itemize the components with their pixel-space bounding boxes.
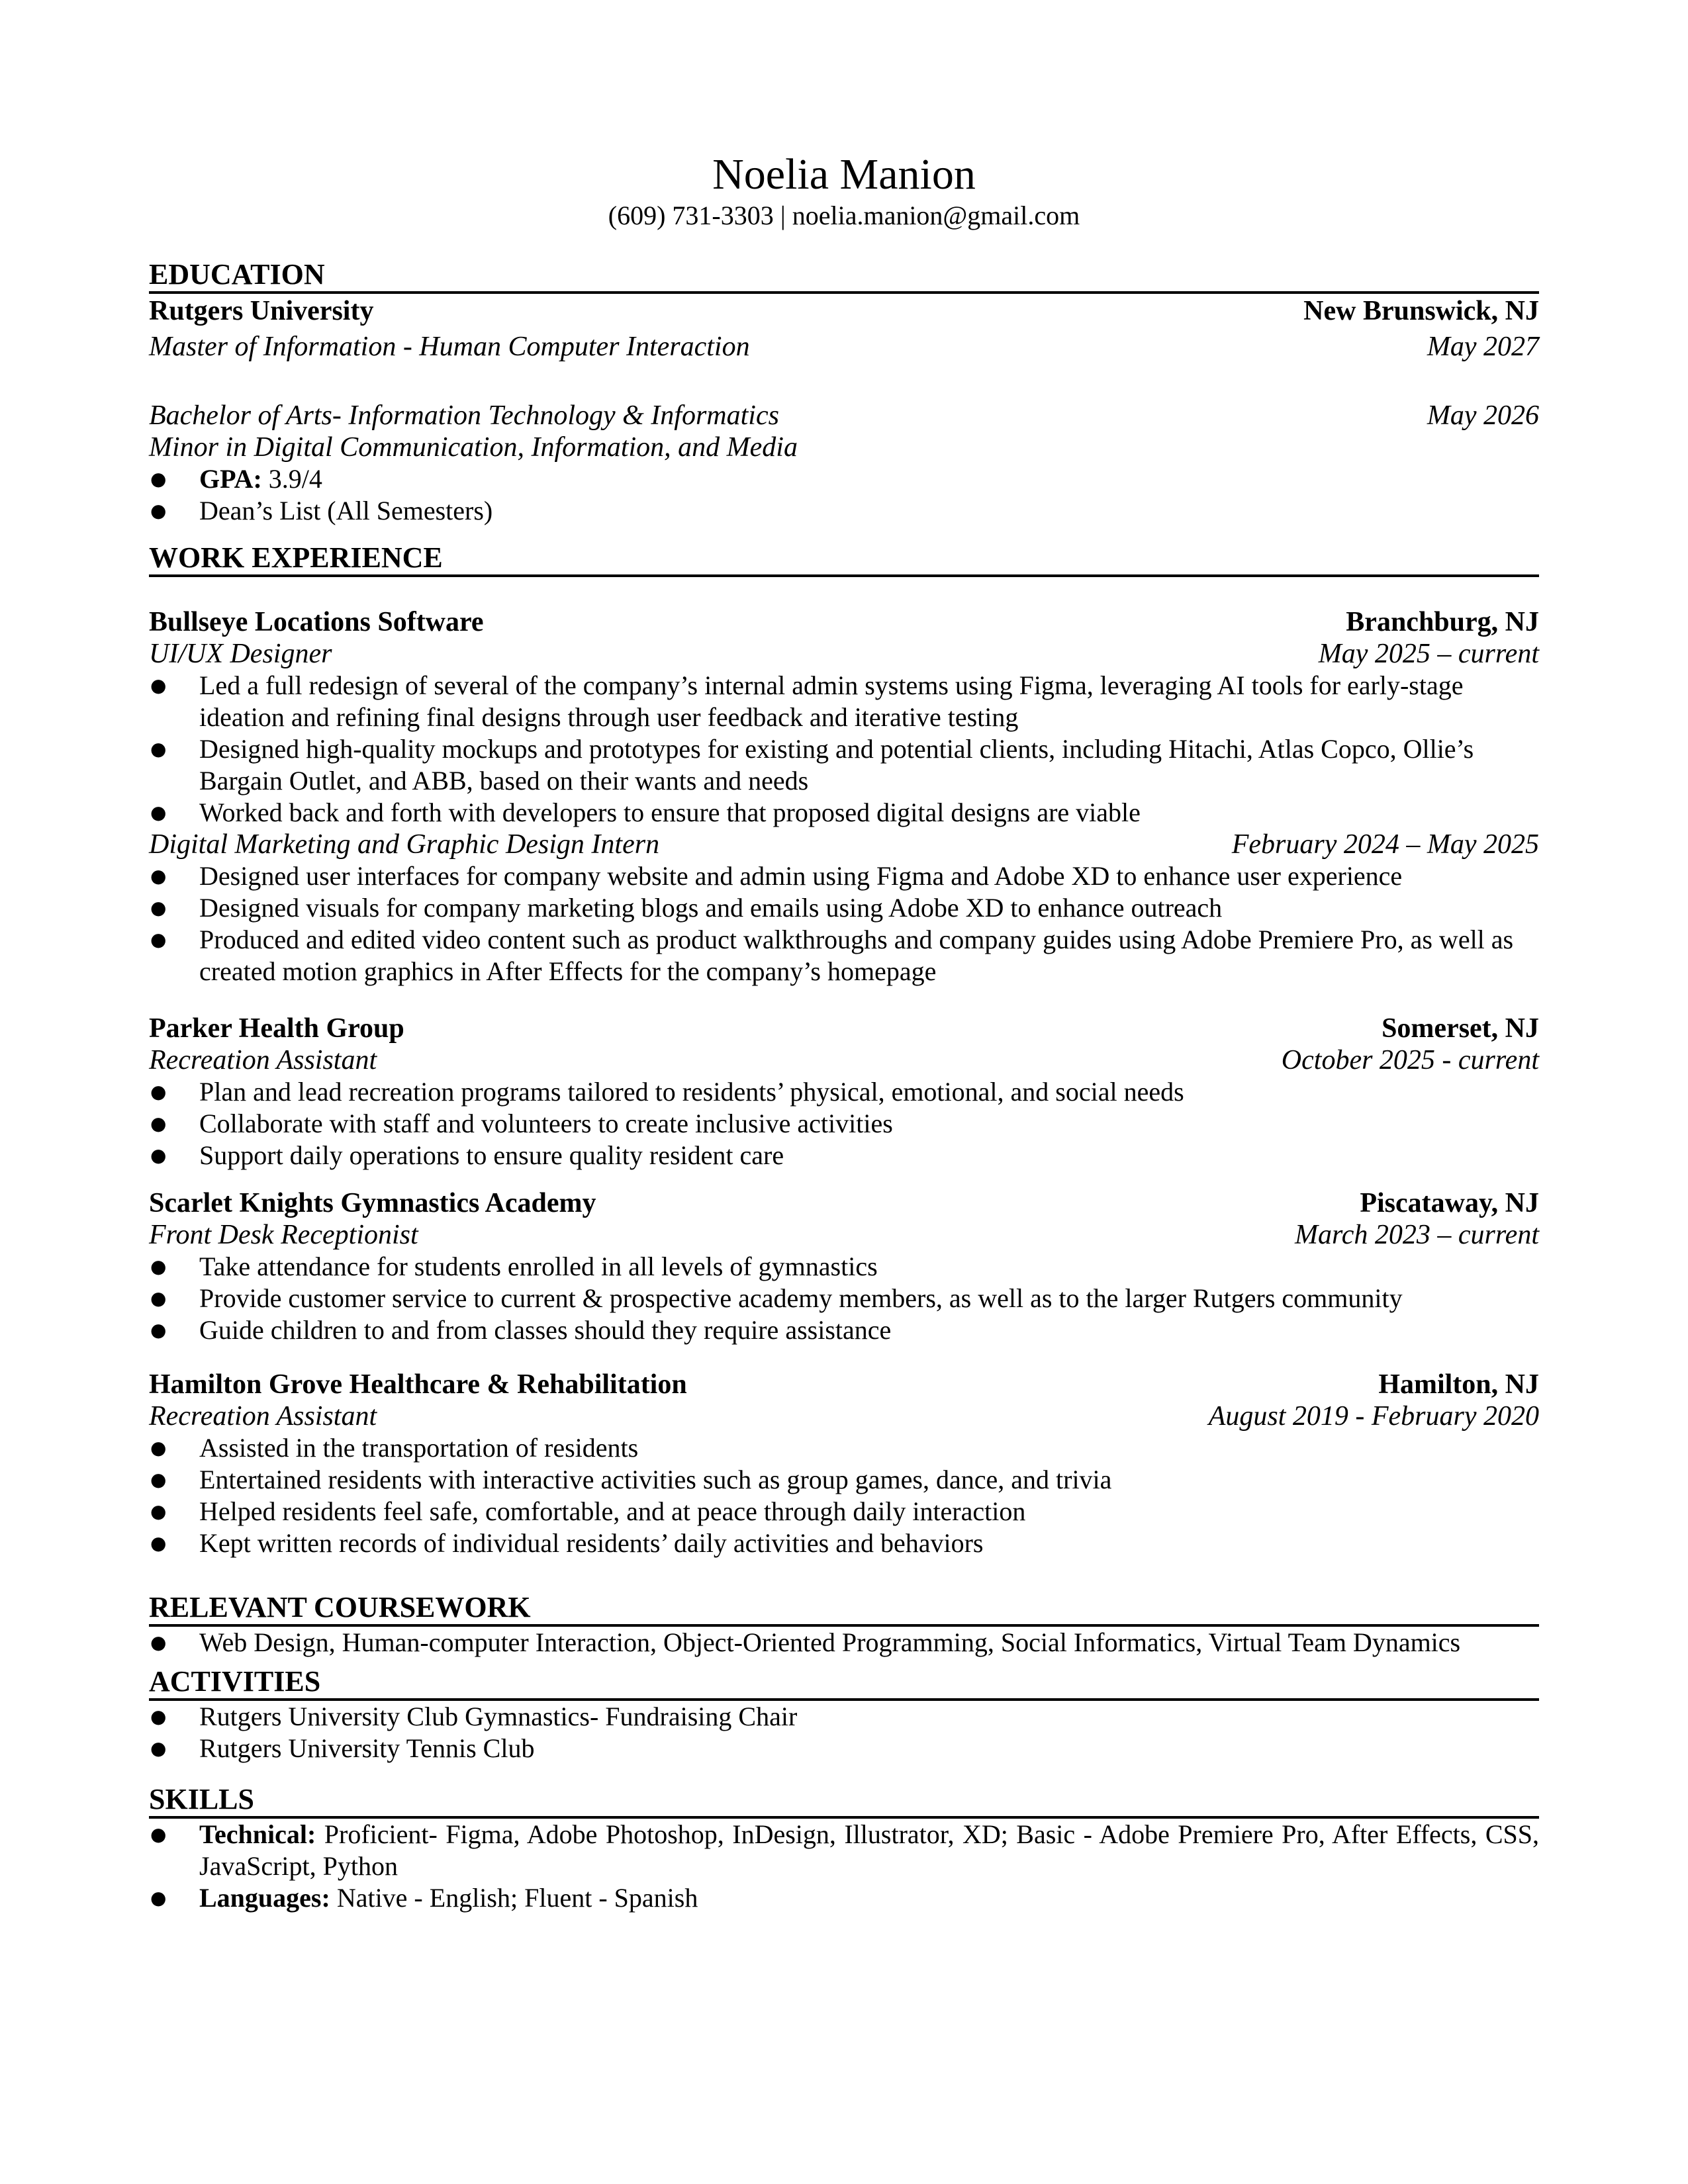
list-item: ● Guide children to and from classes should they require assistance	[149, 1314, 1539, 1346]
company-location: Piscataway, NJ	[1360, 1188, 1539, 1218]
degree-row	[149, 331, 1539, 363]
company-name: Bullseye Locations Software	[149, 607, 484, 637]
resume-name: Noelia Manion	[712, 150, 976, 199]
job-header-row	[149, 1013, 1539, 1044]
degree-date: May 2026	[1427, 400, 1539, 431]
list-item: ● Entertained residents with interactive activities such as group games, dance, and trivia	[149, 1464, 1539, 1496]
role-row	[149, 1400, 1539, 1432]
gpa-value: 3.9/4	[261, 464, 322, 494]
list-item: ● Produced and edited video content such as product walkthroughs and company guides using Adobe Premiere Pro, as well as created motion graphics in After Effects for the company’s homepage	[149, 924, 1539, 987]
role-title: UI/UX Designer	[149, 639, 332, 669]
list-item: ● Collaborate with staff and volunteers to create inclusive activities	[149, 1108, 1539, 1140]
role-row	[149, 829, 1539, 860]
role-bullets	[149, 1251, 1539, 1346]
role-title: Front Desk Receptionist	[149, 1220, 418, 1250]
degree-title: Master of Information - Human Computer Interaction	[149, 332, 750, 362]
gpa-label: GPA:	[199, 464, 262, 494]
job-header-row	[149, 606, 1539, 638]
coursework-heading: RELEVANT COURSEWORK	[149, 1591, 1539, 1627]
education-school-row	[149, 295, 1539, 327]
list-item: ● Provide customer service to current & prospective academy members, as well as to the larger Rutgers community	[149, 1283, 1539, 1314]
job-header-row	[149, 1369, 1539, 1400]
school-location: New Brunswick, NJ	[1303, 296, 1539, 326]
activities-bullets	[149, 1701, 1539, 1764]
work-heading: WORK EXPERIENCE	[149, 541, 1539, 577]
education-bullets	[149, 463, 1539, 527]
list-item: ● Dean’s List (All Semesters)	[149, 495, 1539, 527]
role-title: Recreation Assistant	[149, 1045, 377, 1075]
technical-label: Technical:	[199, 1819, 316, 1849]
role-title: Recreation Assistant	[149, 1401, 377, 1432]
role-date: March 2023 – current	[1295, 1220, 1539, 1250]
skills-bullets	[149, 1819, 1539, 1914]
degree-title: Bachelor of Arts- Information Technology & Informatics	[149, 400, 779, 431]
degree-date: May 2027	[1427, 332, 1539, 362]
company-name: Parker Health Group	[149, 1013, 404, 1044]
role-bullets	[149, 1432, 1539, 1559]
list-item: ● Assisted in the transportation of residents	[149, 1432, 1539, 1464]
coursework-bullets	[149, 1627, 1539, 1659]
list-item: ● Plan and lead recreation programs tailored to residents’ physical, emotional, and social needs	[149, 1076, 1539, 1108]
skills-heading: SKILLS	[149, 1783, 1539, 1819]
role-date: February 2024 – May 2025	[1231, 829, 1539, 860]
role-bullets	[149, 860, 1539, 987]
list-item: ● Helped residents feel safe, comfortable, and at peace through daily interaction	[149, 1496, 1539, 1527]
list-item: ● Designed high-quality mockups and prototypes for existing and potential clients, including Hitachi, Atlas Copco, Ollie’s Bargain Outlet, and ABB, based on their wants and needs	[149, 733, 1539, 797]
role-title: Digital Marketing and Graphic Design Intern	[149, 829, 660, 860]
technical-value: Proficient- Figma, Adobe Photoshop, InDesign, Illustrator, XD; Basic - Adobe Premiere Pro, After Effects, CSS, JavaScript, Python	[199, 1819, 1539, 1881]
list-item: ● Support daily operations to ensure quality resident care	[149, 1140, 1539, 1171]
role-row	[149, 1044, 1539, 1076]
job-header-row	[149, 1187, 1539, 1219]
role-date: October 2025 - current	[1281, 1045, 1539, 1075]
contact-line: (609) 731-3303 | noelia.manion@gmail.com	[608, 201, 1080, 230]
list-item: ● Rutgers University Tennis Club	[149, 1733, 1539, 1764]
list-item	[149, 1882, 1539, 1914]
company-location: Somerset, NJ	[1382, 1013, 1539, 1044]
languages-label: Languages:	[199, 1883, 330, 1913]
degree-row	[149, 400, 1539, 432]
school-name: Rutgers University	[149, 296, 374, 326]
list-item: ● Designed visuals for company marketing blogs and emails using Adobe XD to enhance outreach	[149, 892, 1539, 924]
list-item: ● Led a full redesign of several of the company’s internal admin systems using Figma, leveraging AI tools for early-stage ideation and refining final designs through user feedback and iterative testing	[149, 670, 1539, 733]
company-name: Hamilton Grove Healthcare & Rehabilitation	[149, 1369, 687, 1400]
role-bullets	[149, 1076, 1539, 1171]
list-item	[149, 1819, 1539, 1882]
activities-heading: ACTIVITIES	[149, 1665, 1539, 1701]
education-heading: EDUCATION	[149, 258, 1539, 294]
list-item: ● Designed user interfaces for company website and admin using Figma and Adobe XD to enhance user experience	[149, 860, 1539, 892]
list-item	[149, 463, 1539, 495]
list-item: ● Take attendance for students enrolled in all levels of gymnastics	[149, 1251, 1539, 1283]
role-date: May 2025 – current	[1318, 639, 1539, 669]
languages-value: Native - English; Fluent - Spanish	[330, 1883, 698, 1913]
minor-line: Minor in Digital Communication, Information, and Media	[149, 432, 798, 463]
role-bullets	[149, 670, 1539, 829]
role-row	[149, 638, 1539, 670]
list-item: ● Kept written records of individual residents’ daily activities and behaviors	[149, 1527, 1539, 1559]
list-item: ● Rutgers University Club Gymnastics- Fundraising Chair	[149, 1701, 1539, 1733]
company-location: Hamilton, NJ	[1378, 1369, 1539, 1400]
list-item: ● Web Design, Human-computer Interaction, Object-Oriented Programming, Social Informatics, Virtual Team Dynamics	[149, 1627, 1539, 1659]
list-item: ● Worked back and forth with developers to ensure that proposed digital designs are viable	[149, 797, 1539, 829]
role-row	[149, 1219, 1539, 1251]
role-date: August 2019 - February 2020	[1208, 1401, 1539, 1432]
company-name: Scarlet Knights Gymnastics Academy	[149, 1188, 596, 1218]
company-location: Branchburg, NJ	[1346, 607, 1539, 637]
